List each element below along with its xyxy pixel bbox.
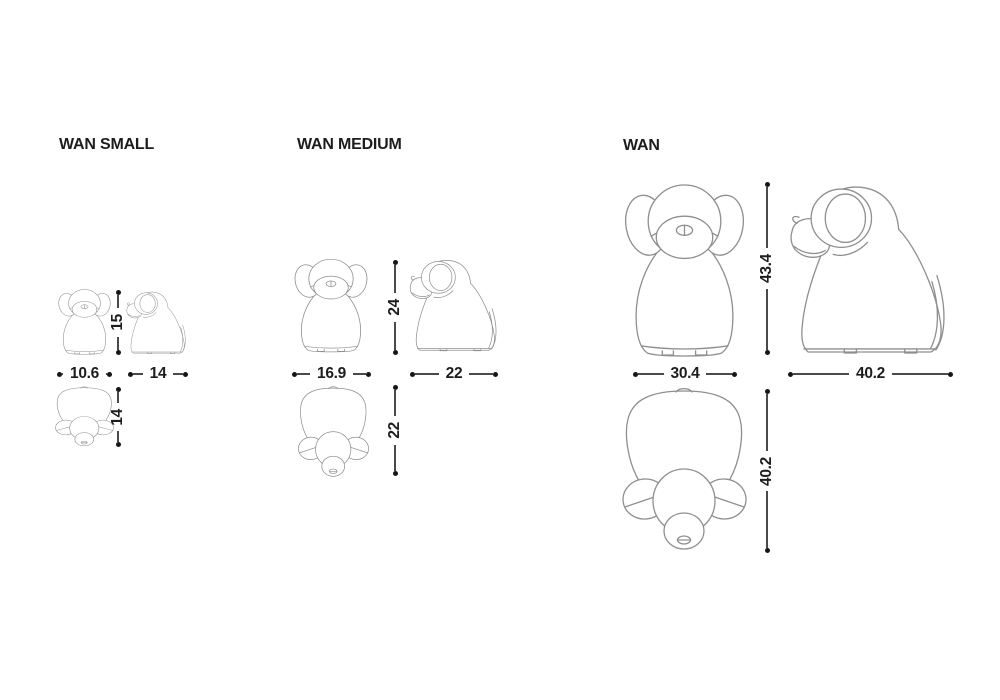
- dimension-value: 30.4: [670, 365, 700, 383]
- dimension-line: [117, 295, 119, 308]
- wan-medium-front-view-drawing: [294, 257, 368, 353]
- wan-medium-side-view-drawing: [409, 256, 500, 353]
- wan-small-front-view-drawing: [58, 288, 111, 355]
- dimension-dot: [366, 372, 371, 377]
- dimension-dot: [765, 548, 770, 553]
- dimension-value: 15: [109, 314, 127, 331]
- dimension-line: [117, 337, 119, 350]
- dimension-line: [766, 289, 768, 350]
- dimension-value: 10.6: [70, 365, 99, 383]
- dimension-value: 14: [109, 408, 127, 426]
- dimension-dot: [116, 350, 121, 355]
- dimension-line: [133, 373, 143, 375]
- dimension-line: [394, 445, 396, 471]
- dimension-line: [117, 431, 119, 442]
- dimension-dot: [948, 372, 953, 377]
- dimension-dot: [493, 372, 498, 377]
- dimension-dot: [393, 350, 398, 355]
- wan-small-side-view-drawing: [126, 289, 188, 355]
- dimension-value: 22: [445, 365, 463, 383]
- dimension-line: [892, 373, 948, 375]
- dimension-line: [394, 390, 396, 416]
- dimension-value: 43.4: [758, 254, 776, 283]
- dimension-side-depth-medium: [410, 366, 498, 382]
- dimension-front-width-large: [633, 366, 737, 382]
- wan-side-view-drawing: [789, 179, 951, 357]
- dimension-dot: [107, 372, 112, 377]
- dimension-line: [469, 373, 493, 375]
- dimension-line: [706, 373, 732, 375]
- dimension-top-depth-small: [110, 387, 126, 447]
- dimension-line: [793, 373, 849, 375]
- product-title-medium: WAN MEDIUM: [297, 136, 402, 153]
- dimension-line: [394, 322, 396, 350]
- dimension-height-medium: [387, 260, 403, 355]
- dimension-line: [766, 491, 768, 548]
- dimension-value: 22: [386, 422, 404, 439]
- dimension-value: 16.9: [317, 365, 346, 383]
- wan-medium-top-view-drawing: [299, 387, 368, 478]
- dimension-dot: [116, 442, 121, 447]
- dimension-value: 40.2: [856, 365, 885, 383]
- dimension-top-depth-medium: [387, 385, 403, 476]
- dimension-line: [117, 392, 119, 403]
- dimension-dot: [765, 350, 770, 355]
- dimension-dot: [393, 471, 398, 476]
- dimension-line: [415, 373, 439, 375]
- wan-front-view-drawing: [624, 181, 745, 358]
- dimension-value: 24: [386, 299, 404, 316]
- dimension-height-large: [759, 182, 775, 355]
- dimension-dot: [732, 372, 737, 377]
- dimension-line: [766, 394, 768, 451]
- dimension-line: [353, 373, 366, 375]
- dimension-dot: [183, 372, 188, 377]
- dimension-value: 14: [149, 365, 167, 383]
- dimension-top-depth-large: [759, 389, 775, 553]
- product-title-small: WAN SMALL: [59, 136, 155, 153]
- dimension-height-small: [110, 290, 126, 355]
- wan-top-view-drawing: [624, 389, 745, 552]
- dimension-line: [297, 373, 310, 375]
- product-title-large: WAN: [623, 137, 660, 154]
- dimension-value: 40.2: [758, 456, 776, 486]
- dimension-front-width-small: [57, 366, 112, 382]
- dimension-line: [638, 373, 664, 375]
- dimension-side-depth-large: [788, 366, 953, 382]
- dimension-line: [173, 373, 183, 375]
- dimension-front-width-medium: [292, 366, 371, 382]
- dimension-line: [766, 187, 768, 248]
- dimension-line: [394, 265, 396, 293]
- dimension-side-depth-small: [128, 366, 188, 382]
- wan-small-top-view-drawing: [56, 387, 113, 447]
